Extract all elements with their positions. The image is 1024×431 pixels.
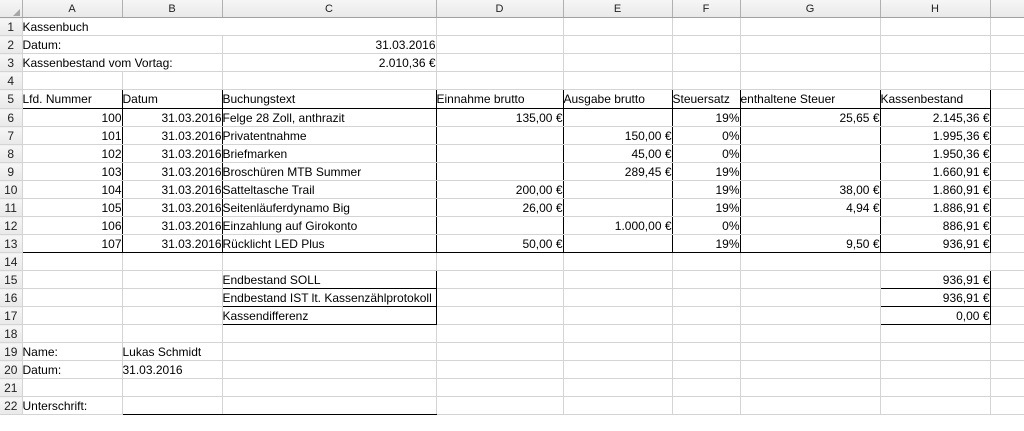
row-header-5[interactable]: 5 [0,90,22,109]
cell-D3[interactable] [436,54,563,72]
table-row [0,127,1024,145]
cell-H2[interactable] [880,36,990,54]
cell-I6[interactable] [990,109,1024,127]
cell-ausgabe[interactable] [563,109,672,127]
cell-einnahme[interactable]: 26,00 € [436,199,563,217]
cell-I21[interactable] [990,379,1024,397]
row-header-16[interactable]: 16 [0,289,22,307]
cell-H22[interactable] [880,397,990,415]
cell-E3[interactable] [563,54,672,72]
table-header-lfd-nummer[interactable]: Lfd. Nummer [22,90,122,109]
row-header-20[interactable]: 20 [0,361,22,379]
cell-D17[interactable] [436,307,563,325]
cell-C19[interactable] [222,343,436,361]
cell-G21[interactable] [740,379,880,397]
document-title[interactable]: Kassenbuch [22,18,436,36]
cell-ausgabe[interactable] [563,199,672,217]
cell-I2[interactable] [990,36,1024,54]
row-header-15[interactable]: 15 [0,271,22,289]
cell-I8[interactable] [990,145,1024,163]
column-header-I[interactable] [990,0,1024,18]
table-header-einnahme-brutto[interactable]: Einnahme brutto [436,90,563,109]
cell-datum[interactable]: 31.03.2016 [122,109,222,127]
cell-D18[interactable] [436,325,563,343]
cell-E1[interactable] [563,18,672,36]
cell-F17[interactable] [672,307,740,325]
footer-date-label[interactable]: Datum: [22,361,122,379]
cell-datum[interactable]: 31.03.2016 [122,163,222,181]
row-header-2[interactable]: 2 [0,36,22,54]
row-header-1[interactable]: 1 [0,18,22,36]
table-row [0,217,1024,235]
cell-nr[interactable]: 104 [22,181,122,199]
cell-I11[interactable] [990,199,1024,217]
table-header-enthaltene-steuer[interactable]: enthaltene Steuer [740,90,880,109]
cell-E22[interactable] [563,397,672,415]
cell-F18[interactable] [672,325,740,343]
row-header-21[interactable]: 21 [0,379,22,397]
cell-I1[interactable] [990,18,1024,36]
cell-G19[interactable] [740,343,880,361]
sheet-row-5 [0,90,1024,109]
row-header-7[interactable]: 7 [0,127,22,145]
sheet-row-22 [0,397,1024,415]
sheet-row-2 [0,36,1024,54]
cell-ausgabe[interactable]: 289,45 € [563,163,672,181]
cell-steuer[interactable] [740,127,880,145]
cell-B14[interactable] [122,253,222,271]
cell-I16[interactable] [990,289,1024,307]
row-header-9[interactable]: 9 [0,163,22,181]
cell-F20[interactable] [672,361,740,379]
cell-I10[interactable] [990,181,1024,199]
cell-H1[interactable] [880,18,990,36]
row-header-14[interactable]: 14 [0,253,22,271]
cell-E4[interactable] [563,72,672,90]
table-row [0,109,1024,127]
cell-einnahme[interactable] [436,127,563,145]
cell-D2[interactable] [436,36,563,54]
cell-nr[interactable]: 105 [22,199,122,217]
summary-label-differenz[interactable]: Kassendifferenz [222,307,436,325]
cell-datum[interactable]: 31.03.2016 [122,181,222,199]
sheet-row-3 [0,54,1024,72]
cell-bestand[interactable]: 1.995,36 € [880,127,990,145]
cell-I4[interactable] [990,72,1024,90]
cell-D20[interactable] [436,361,563,379]
cell-einnahme[interactable]: 50,00 € [436,235,563,253]
cell-E15[interactable] [563,271,672,289]
row-header-13[interactable]: 13 [0,235,22,253]
cell-I20[interactable] [990,361,1024,379]
sheet-row-18 [0,325,1024,343]
cell-I5[interactable] [990,90,1024,109]
cell-steuer[interactable]: 9,50 € [740,235,880,253]
cell-G14[interactable] [740,253,880,271]
cell-H3[interactable] [880,54,990,72]
row-header-19[interactable]: 19 [0,343,22,361]
summary-row-soll [0,271,1024,289]
cell-B18[interactable] [122,325,222,343]
cell-I3[interactable] [990,54,1024,72]
cell-A15[interactable] [22,271,122,289]
summary-row-ist [0,289,1024,307]
cell-steuersatz[interactable]: 19% [672,235,740,253]
cell-D1[interactable] [436,18,563,36]
column-header-D[interactable]: D [436,0,563,18]
cell-C18[interactable] [222,325,436,343]
cell-buchungstext[interactable]: Satteltasche Trail [222,181,436,199]
cell-G3[interactable] [740,54,880,72]
cell-E20[interactable] [563,361,672,379]
cell-G20[interactable] [740,361,880,379]
summary-row-differenz [0,307,1024,325]
table-row [0,181,1024,199]
cell-H18[interactable] [880,325,990,343]
cell-nr[interactable]: 101 [22,127,122,145]
cell-A18[interactable] [22,325,122,343]
cell-datum[interactable]: 31.03.2016 [122,235,222,253]
column-header-E[interactable]: E [563,0,672,18]
row-header-12[interactable]: 12 [0,217,22,235]
cell-bestand[interactable]: 936,91 € [880,235,990,253]
cell-bestand[interactable]: 2.145,36 € [880,109,990,127]
cell-buchungstext[interactable]: Briefmarken [222,145,436,163]
summary-label-soll[interactable]: Endbestand SOLL [222,271,436,289]
cell-D4[interactable] [436,72,563,90]
cell-E16[interactable] [563,289,672,307]
cell-steuersatz[interactable]: 19% [672,109,740,127]
cell-bestand[interactable]: 1.660,91 € [880,163,990,181]
cell-steuersatz[interactable]: 0% [672,217,740,235]
cell-ausgabe[interactable]: 1.000,00 € [563,217,672,235]
table-header-ausgabe-brutto[interactable]: Ausgabe brutto [563,90,672,109]
cell-G2[interactable] [740,36,880,54]
cell-B16[interactable] [122,289,222,307]
cell-A21[interactable] [22,379,122,397]
cell-datum[interactable]: 31.03.2016 [122,127,222,145]
cell-steuer[interactable]: 38,00 € [740,181,880,199]
summary-value-differenz[interactable]: 0,00 € [880,307,990,325]
cell-I12[interactable] [990,217,1024,235]
row-header-4[interactable]: 4 [0,72,22,90]
cell-datum[interactable]: 31.03.2016 [122,145,222,163]
table-header-steuersatz[interactable]: Steuersatz [672,90,740,109]
cell-F22[interactable] [672,397,740,415]
cell-F14[interactable] [672,253,740,271]
cell-ausgabe[interactable] [563,181,672,199]
column-header-row[interactable] [0,0,1024,18]
summary-value-ist[interactable]: 936,91 € [880,289,990,307]
sheet-row-21 [0,379,1024,397]
cell-D14[interactable] [436,253,563,271]
cell-E17[interactable] [563,307,672,325]
cell-nr[interactable]: 103 [22,163,122,181]
column-header-B[interactable]: B [122,0,222,18]
cell-G1[interactable] [740,18,880,36]
row-header-6[interactable]: 6 [0,109,22,127]
cell-B17[interactable] [122,307,222,325]
cell-E14[interactable] [563,253,672,271]
cell-bestand[interactable]: 1.950,36 € [880,145,990,163]
column-header-G[interactable]: G [740,0,880,18]
cell-E19[interactable] [563,343,672,361]
table-header-kassenbestand[interactable]: Kassenbestand [880,90,990,109]
sheet-row-14 [0,253,1024,271]
cell-I18[interactable] [990,325,1024,343]
cell-I22[interactable] [990,397,1024,415]
cell-H21[interactable] [880,379,990,397]
column-header-C[interactable]: C [222,0,436,18]
cell-F3[interactable] [672,54,740,72]
cell-I9[interactable] [990,163,1024,181]
cell-G18[interactable] [740,325,880,343]
cell-bestand[interactable]: 1.886,91 € [880,199,990,217]
document-date-value[interactable]: 31.03.2016 [222,36,436,54]
cell-buchungstext[interactable]: Broschüren MTB Summer [222,163,436,181]
cell-F4[interactable] [672,72,740,90]
cell-F2[interactable] [672,36,740,54]
row-header-3[interactable]: 3 [0,54,22,72]
cell-steuer[interactable]: 4,94 € [740,199,880,217]
cell-I19[interactable] [990,343,1024,361]
cell-H14[interactable] [880,253,990,271]
cell-A4[interactable] [22,72,122,90]
footer-signature-line-c[interactable] [222,397,436,415]
cell-ausgabe[interactable]: 150,00 € [563,127,672,145]
row-header-22[interactable]: 22 [0,397,22,415]
cell-E18[interactable] [563,325,672,343]
cell-C20[interactable] [222,361,436,379]
table-row [0,235,1024,253]
cell-steuersatz[interactable]: 19% [672,199,740,217]
table-header-buchungstext[interactable]: Buchungstext [222,90,436,109]
column-header-H[interactable]: H [880,0,990,18]
cell-E2[interactable] [563,36,672,54]
cell-E21[interactable] [563,379,672,397]
cell-H20[interactable] [880,361,990,379]
cell-buchungstext[interactable]: Rücklicht LED Plus [222,235,436,253]
cell-steuersatz[interactable]: 0% [672,127,740,145]
cell-buchungstext[interactable]: Felge 28 Zoll, anthrazit [222,109,436,127]
summary-label-ist[interactable]: Endbestand IST lt. Kassenzählprotokoll [222,289,436,307]
summary-value-soll[interactable]: 936,91 € [880,271,990,289]
cell-ausgabe[interactable]: 45,00 € [563,145,672,163]
cell-steuersatz[interactable]: 19% [672,163,740,181]
sheet-row-1 [0,18,1024,36]
cell-D16[interactable] [436,289,563,307]
cell-steuersatz[interactable]: 0% [672,145,740,163]
cell-bestand[interactable]: 886,91 € [880,217,990,235]
sheet-row-4 [0,72,1024,90]
cell-B15[interactable] [122,271,222,289]
select-all-corner[interactable] [0,0,22,18]
cell-G22[interactable] [740,397,880,415]
opening-balance-value[interactable]: 2.010,36 € [222,54,436,72]
opening-balance-label[interactable]: Kassenbestand vom Vortag: [22,54,222,72]
cell-C21[interactable] [222,379,436,397]
cell-B4[interactable] [122,72,222,90]
footer-name-label[interactable]: Name: [22,343,122,361]
cell-I14[interactable] [990,253,1024,271]
cell-G4[interactable] [740,72,880,90]
table-header-datum[interactable]: Datum [122,90,222,109]
cell-einnahme[interactable] [436,163,563,181]
cell-einnahme[interactable] [436,145,563,163]
cell-buchungstext[interactable]: Einzahlung auf Girokonto [222,217,436,235]
cell-F16[interactable] [672,289,740,307]
cell-steuer[interactable] [740,145,880,163]
cell-F1[interactable] [672,18,740,36]
cell-buchungstext[interactable]: Privatentnahme [222,127,436,145]
cell-D15[interactable] [436,271,563,289]
cell-I15[interactable] [990,271,1024,289]
sheet-row-19 [0,343,1024,361]
cell-G17[interactable] [740,307,880,325]
cell-I13[interactable] [990,235,1024,253]
cell-einnahme[interactable]: 135,00 € [436,109,563,127]
cell-nr[interactable]: 100 [22,109,122,127]
cell-nr[interactable]: 102 [22,145,122,163]
cell-A17[interactable] [22,307,122,325]
row-header-17[interactable]: 17 [0,307,22,325]
footer-name-value[interactable]: Lukas Schmidt [122,343,222,361]
cell-nr[interactable]: 106 [22,217,122,235]
cell-H4[interactable] [880,72,990,90]
cell-G16[interactable] [740,289,880,307]
column-header-A[interactable]: A [22,0,122,18]
cell-nr[interactable]: 107 [22,235,122,253]
row-header-10[interactable]: 10 [0,181,22,199]
row-header-8[interactable]: 8 [0,145,22,163]
footer-signature-label[interactable]: Unterschrift: [22,397,122,415]
cell-datum[interactable]: 31.03.2016 [122,199,222,217]
cell-A14[interactable] [22,253,122,271]
cell-steuersatz[interactable]: 19% [672,181,740,199]
sheet-row-20 [0,361,1024,379]
cell-buchungstext[interactable]: Seitenläuferdynamo Big [222,199,436,217]
cell-steuer[interactable] [740,217,880,235]
footer-signature-line-b[interactable] [122,397,222,415]
cell-F15[interactable] [672,271,740,289]
cell-D22[interactable] [436,397,563,415]
cell-steuer[interactable] [740,163,880,181]
cell-I17[interactable] [990,307,1024,325]
table-row [0,199,1024,217]
cell-steuer[interactable]: 25,65 € [740,109,880,127]
cell-C14[interactable] [222,253,436,271]
row-header-11[interactable]: 11 [0,199,22,217]
column-header-F[interactable]: F [672,0,740,18]
cell-F19[interactable] [672,343,740,361]
row-header-18[interactable]: 18 [0,325,22,343]
document-date-label[interactable]: Datum: [22,36,222,54]
cell-H19[interactable] [880,343,990,361]
table-row [0,145,1024,163]
cell-A16[interactable] [22,289,122,307]
cell-einnahme[interactable] [436,217,563,235]
cell-I7[interactable] [990,127,1024,145]
cell-D19[interactable] [436,343,563,361]
cell-bestand[interactable]: 1.860,91 € [880,181,990,199]
table-row [0,163,1024,181]
select-all-triangle-icon [13,9,20,16]
cell-F21[interactable] [672,379,740,397]
cell-C4[interactable] [222,72,436,90]
cell-einnahme[interactable]: 200,00 € [436,181,563,199]
cell-D21[interactable] [436,379,563,397]
cell-G15[interactable] [740,271,880,289]
cell-datum[interactable]: 31.03.2016 [122,217,222,235]
cell-B21[interactable] [122,379,222,397]
cell-ausgabe[interactable] [563,235,672,253]
footer-date-value[interactable]: 31.03.2016 [122,361,222,379]
